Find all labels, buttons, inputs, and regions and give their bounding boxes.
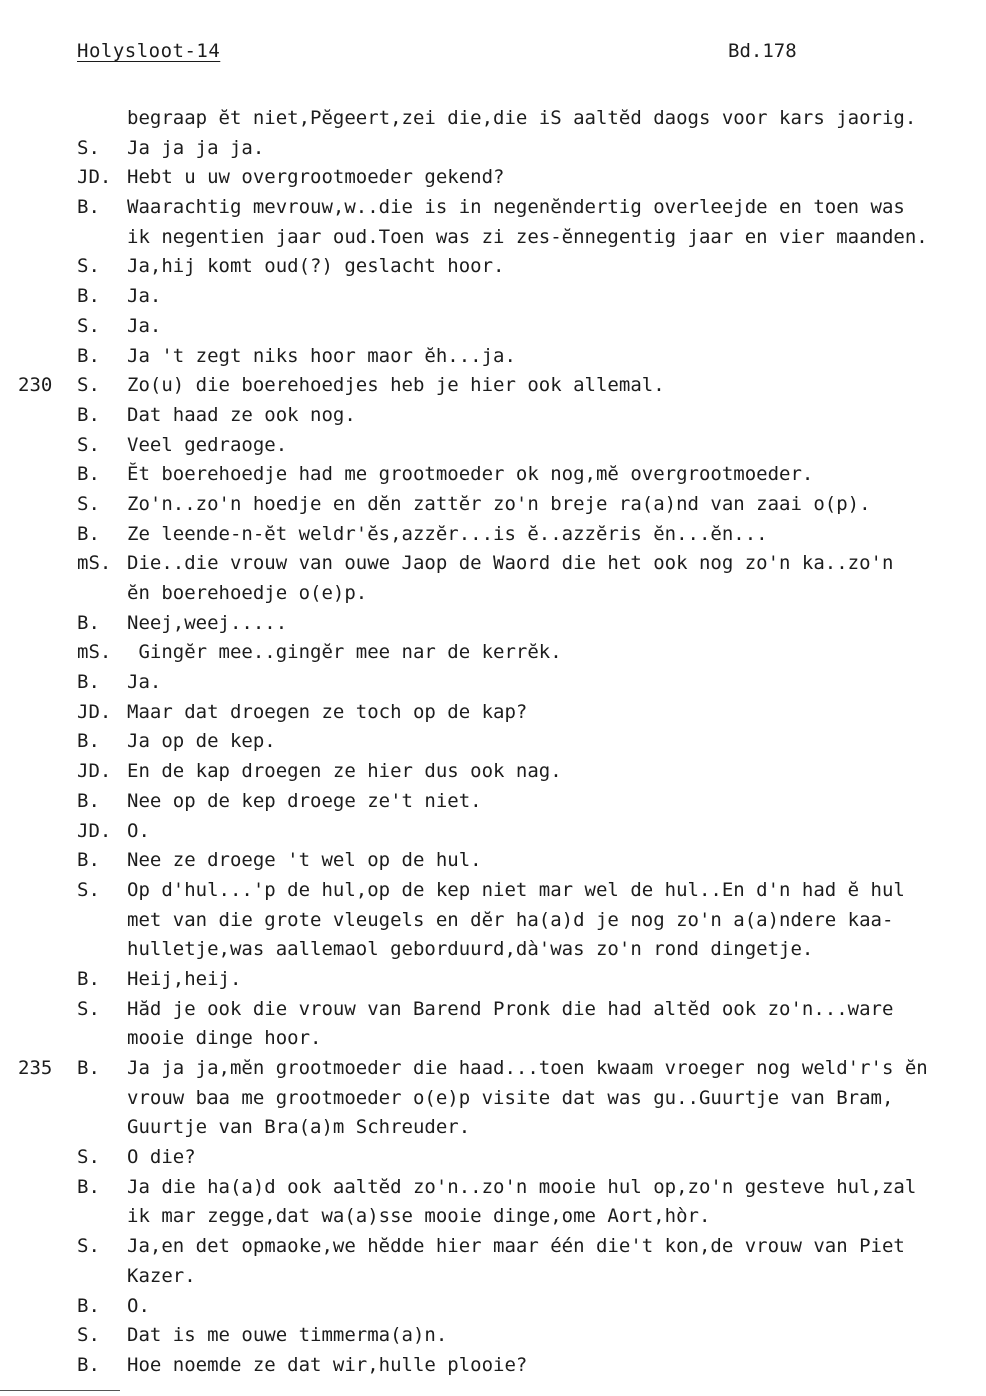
speaker-label: JD. bbox=[77, 760, 112, 783]
speaker-label: S. bbox=[77, 1324, 100, 1347]
line-number: 230 bbox=[18, 374, 53, 397]
transcript-line bbox=[0, 1143, 986, 1173]
transcript-line bbox=[0, 371, 986, 401]
utterance-text: Zo(u) die boerehoedjes heb je hier ook allemal. bbox=[127, 374, 665, 397]
utterance-text: Die..die vrouw van ouwe Jaop de Waord die het ook nog zo'n ka..zo'n bbox=[127, 552, 894, 575]
speaker-label: B. bbox=[77, 967, 100, 990]
utterance-text: Guurtje van Bra(a)m Schreuder. bbox=[127, 1116, 471, 1139]
transcript-line bbox=[0, 401, 986, 431]
utterance-text: Ja. bbox=[127, 314, 162, 337]
speaker-label: JD. bbox=[77, 166, 112, 189]
speaker-label: S. bbox=[77, 1146, 100, 1169]
transcript-line bbox=[0, 876, 986, 906]
utterance-text: Ja ja ja ja. bbox=[127, 136, 265, 159]
speaker-label: B. bbox=[77, 1057, 100, 1079]
transcript-line bbox=[0, 698, 986, 728]
transcript-line bbox=[0, 1113, 986, 1143]
transcript-line bbox=[0, 935, 986, 965]
utterance-text: Gingĕr mee..gingĕr mee nar de kerrĕk. bbox=[127, 641, 562, 664]
speaker-label: S. bbox=[77, 1235, 100, 1258]
utterance-text: mooie dinge hoor. bbox=[127, 1027, 322, 1050]
line-number: 235 bbox=[18, 1057, 53, 1079]
transcript-line bbox=[0, 134, 986, 164]
utterance-text: Waarachtig mevrouw,w..die is in negenĕndertig overleejde en toen was bbox=[127, 196, 905, 219]
utterance-text: Ja. bbox=[127, 671, 162, 694]
transcript-line bbox=[0, 609, 986, 639]
speaker-label: B. bbox=[77, 463, 100, 486]
utterance-text: Ze leende-n-ĕt weldr'ĕs,azzĕr...is ĕ..azzĕris ĕn...ĕn... bbox=[127, 522, 768, 545]
utterance-text: Hoe noemde ze dat wir,hulle plooie? bbox=[127, 1353, 528, 1376]
utterance-text: Ja die ha(a)d ook aaltĕd zo'n..zo'n mooie hul op,zo'n gesteve hul,zal bbox=[127, 1175, 917, 1198]
transcript-line bbox=[0, 431, 986, 461]
utterance-text: Op d'hul...'p de hul,op de kep niet mar wel de hul..En d'n had ĕ hul bbox=[127, 878, 905, 901]
utterance-text: Ja 't zegt niks hoor maor ĕh...ja. bbox=[127, 344, 516, 367]
utterance-text: Ja ja ja,mĕn grootmoeder die haad...toen kwaam vroeger nog weld'r's ĕn bbox=[127, 1057, 928, 1079]
utterance-text: begraap ĕt niet,Pĕgeert,zei die,die iS aaltĕd daogs voor kars jaorig. bbox=[127, 107, 917, 129]
utterance-text: Heij,heij. bbox=[127, 967, 242, 990]
transcript-line bbox=[0, 1321, 986, 1351]
utterance-text: Neej,weej..... bbox=[127, 611, 288, 634]
utterance-text: Nee ze droege 't wel op de hul. bbox=[127, 849, 482, 872]
transcript-line bbox=[0, 460, 986, 490]
utterance-text: O die? bbox=[127, 1146, 196, 1169]
transcript-line bbox=[0, 549, 986, 579]
transcript-line bbox=[0, 846, 986, 876]
transcript-line bbox=[0, 995, 986, 1025]
speaker-label: S. bbox=[77, 255, 100, 278]
utterance-text: Hăd je ook die vrouw van Barend Pronk die had altĕd ook zo'n...ware bbox=[127, 997, 894, 1020]
speaker-label: B. bbox=[77, 789, 100, 812]
transcript-line bbox=[0, 282, 986, 312]
speaker-label: B. bbox=[77, 730, 100, 753]
transcript-line bbox=[0, 1232, 986, 1262]
transcript-line bbox=[0, 193, 986, 223]
transcript-line bbox=[0, 1024, 986, 1054]
transcript-line bbox=[0, 490, 986, 520]
speaker-label: S. bbox=[77, 492, 100, 515]
transcript-line bbox=[0, 104, 986, 134]
transcript-line bbox=[0, 342, 986, 372]
utterance-text: Dat haad ze ook nog. bbox=[127, 403, 356, 426]
transcript-line bbox=[0, 1084, 986, 1114]
speaker-label: S. bbox=[77, 997, 100, 1020]
transcript-line bbox=[0, 1054, 986, 1084]
speaker-label: JD. bbox=[77, 819, 112, 842]
utterance-text: ĕn boerehoedje o(e)p. bbox=[127, 582, 368, 604]
speaker-label: JD. bbox=[77, 700, 112, 723]
utterance-text: vrouw baa me grootmoeder o(e)p visite dat was gu..Guurtje van Bram, bbox=[127, 1086, 894, 1109]
transcript-line bbox=[0, 817, 986, 847]
transcript-line bbox=[0, 312, 986, 342]
utterance-text: Zo'n..zo'n hoedje en dĕn zattĕr zo'n breje ra(a)nd van zaai o(p). bbox=[127, 492, 871, 515]
utterance-text: O. bbox=[127, 819, 150, 842]
transcript-line bbox=[0, 579, 986, 609]
utterance-text: Hebt u uw overgrootmoeder gekend? bbox=[127, 166, 505, 189]
speaker-label: S. bbox=[77, 374, 100, 397]
speaker-label: B. bbox=[77, 196, 100, 219]
document-title: Holysloot-14 bbox=[77, 40, 221, 62]
speaker-label: mS. bbox=[77, 641, 112, 664]
transcript-line bbox=[0, 668, 986, 698]
utterance-text: Ja,en det opmaoke,we hĕdde hier maar één die't kon,de vrouw van Piet bbox=[127, 1235, 905, 1258]
utterance-text: met van die grote vleugels en dĕr ha(a)d je nog zo'n a(a)ndere kaa- bbox=[127, 908, 894, 931]
transcript-line bbox=[0, 1262, 986, 1292]
speaker-label: S. bbox=[77, 136, 100, 159]
speaker-label: mS. bbox=[77, 552, 112, 575]
speaker-label: B. bbox=[77, 344, 100, 367]
transcript-line bbox=[0, 1202, 986, 1232]
utterance-text: O. bbox=[127, 1294, 150, 1317]
utterance-text: Ja. bbox=[127, 285, 162, 308]
speaker-label: B. bbox=[77, 671, 100, 694]
bottom-rule bbox=[0, 1390, 120, 1391]
utterance-text: En de kap droegen ze hier dus ook nag. bbox=[127, 760, 562, 783]
utterance-text: hulletje,was aallemaol geborduurd,dà'was zo'n rond dingetje. bbox=[127, 938, 814, 961]
transcript-line bbox=[0, 1173, 986, 1203]
utterance-text: Veel gedraoge. bbox=[127, 433, 288, 456]
transcript-line bbox=[0, 965, 986, 995]
transcript-line bbox=[0, 638, 986, 668]
transcript-line bbox=[0, 906, 986, 936]
speaker-label: B. bbox=[77, 522, 100, 545]
utterance-text: Ja op de kep. bbox=[127, 730, 276, 753]
transcript-line bbox=[0, 252, 986, 282]
speaker-label: B. bbox=[77, 1175, 100, 1198]
speaker-label: S. bbox=[77, 433, 100, 456]
speaker-label: S. bbox=[77, 878, 100, 901]
utterance-text: Kazer. bbox=[127, 1264, 196, 1287]
speaker-label: B. bbox=[77, 611, 100, 634]
speaker-label: B. bbox=[77, 1353, 100, 1376]
speaker-label: B. bbox=[77, 849, 100, 872]
speaker-label: B. bbox=[77, 403, 100, 426]
utterance-text: Maar dat droegen ze toch op de kap? bbox=[127, 700, 528, 723]
transcript-line bbox=[0, 1292, 986, 1322]
transcript-line bbox=[0, 163, 986, 193]
document-reference: Bd.178 bbox=[728, 40, 797, 62]
utterance-text: Dat is me ouwe timmerma(a)n. bbox=[127, 1324, 448, 1347]
utterance-text: Nee op de kep droege ze't niet. bbox=[127, 789, 482, 812]
utterance-text: Ja,hij komt oud(?) geslacht hoor. bbox=[127, 255, 505, 278]
transcript-line bbox=[0, 1351, 986, 1381]
transcript-line bbox=[0, 520, 986, 550]
utterance-text: ik mar zegge,dat wa(a)sse mooie dinge,ome Aort,hòr. bbox=[127, 1205, 711, 1228]
transcript bbox=[0, 104, 986, 1381]
speaker-label: B. bbox=[77, 285, 100, 308]
speaker-label: B. bbox=[77, 1294, 100, 1317]
transcript-line bbox=[0, 787, 986, 817]
utterance-text: Ĕt boerehoedje had me grootmoeder ok nog,mĕ overgrootmoeder. bbox=[127, 463, 814, 486]
speaker-label: S. bbox=[77, 314, 100, 337]
transcript-line bbox=[0, 223, 986, 253]
transcript-line bbox=[0, 727, 986, 757]
utterance-text: ik negentien jaar oud.Toen was zi zes-ĕnnegentig jaar en vier maanden. bbox=[127, 225, 928, 248]
transcript-line bbox=[0, 757, 986, 787]
